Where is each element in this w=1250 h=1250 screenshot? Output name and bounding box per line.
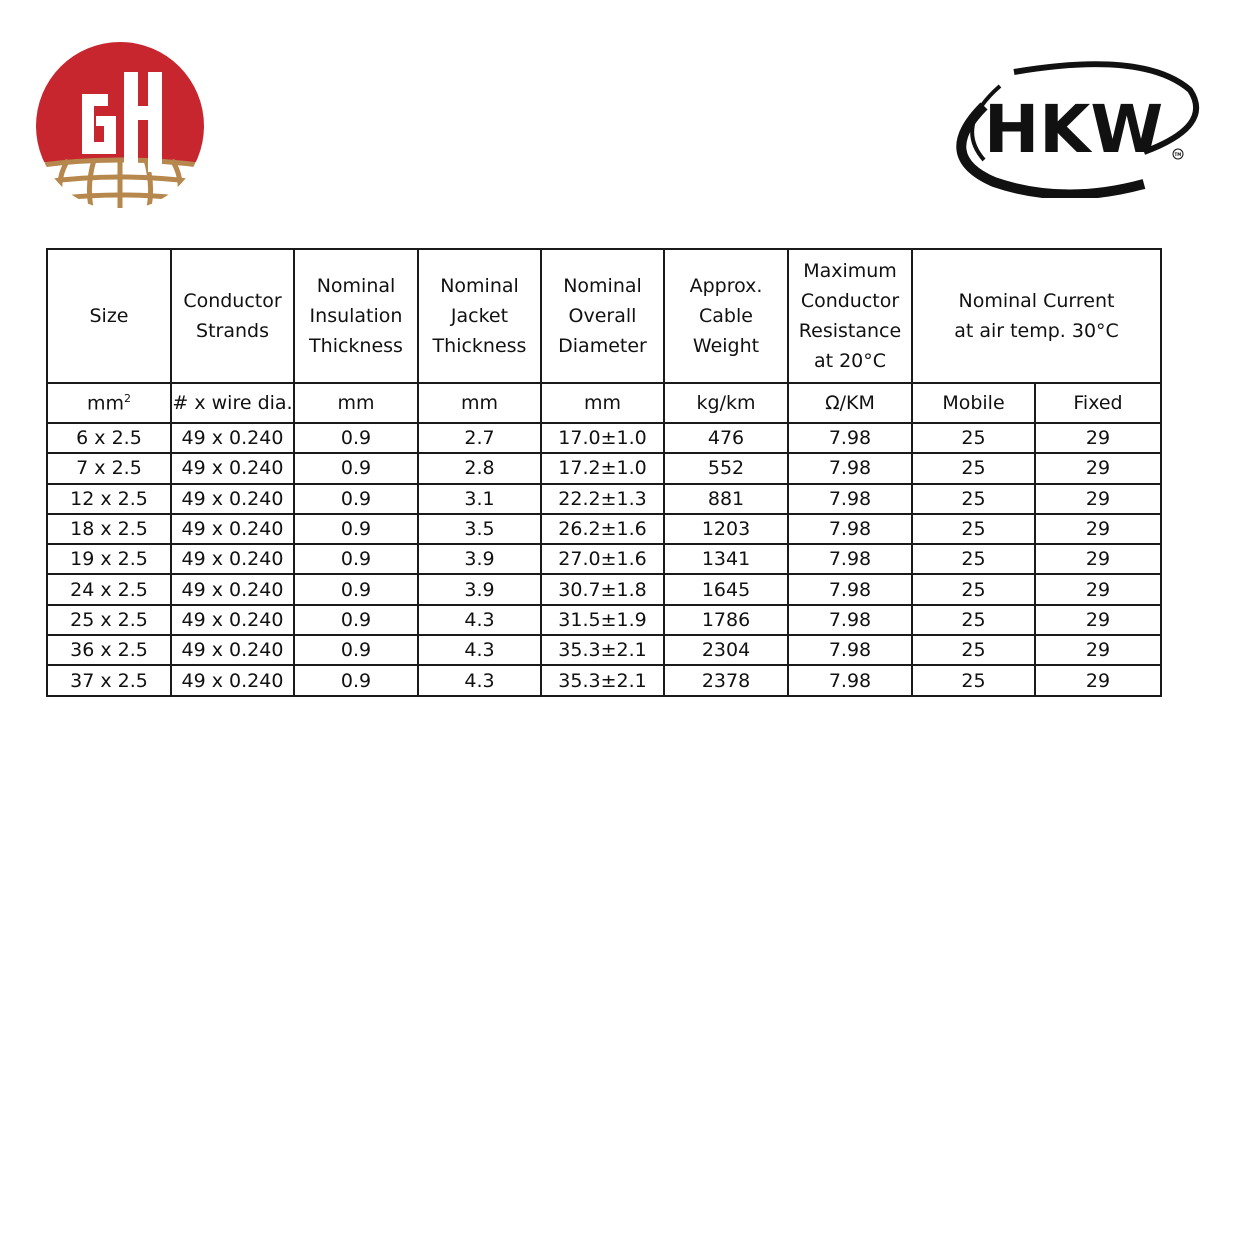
- cell-mobile: 25: [912, 453, 1035, 483]
- cell-insulation: 0.9: [294, 544, 418, 574]
- units-row: [47, 383, 1161, 423]
- cell-mobile: 25: [912, 514, 1035, 544]
- cell-size: 25 x 2.5: [47, 605, 171, 635]
- cell-resistance: 7.98: [788, 544, 912, 574]
- cell-strands: 49 x 0.240: [171, 574, 294, 604]
- unit-fixed: Fixed: [1035, 383, 1161, 423]
- cell-insulation: 0.9: [294, 484, 418, 514]
- cell-resistance: 7.98: [788, 514, 912, 544]
- cell-diameter: 35.3±2.1: [541, 635, 664, 665]
- cell-fixed: 29: [1035, 605, 1161, 635]
- cell-size: 6 x 2.5: [47, 423, 171, 453]
- header-conductor-strands: Conductor Strands: [171, 249, 294, 383]
- cell-size: 18 x 2.5: [47, 514, 171, 544]
- cell-jacket: 2.7: [418, 423, 541, 453]
- cell-strands: 49 x 0.240: [171, 423, 294, 453]
- cell-resistance: 7.98: [788, 574, 912, 604]
- cell-insulation: 0.9: [294, 574, 418, 604]
- cell-jacket: 4.3: [418, 665, 541, 695]
- cell-strands: 49 x 0.240: [171, 665, 294, 695]
- cell-weight: 552: [664, 453, 788, 483]
- header-jacket-thickness: Nominal Jacket Thickness: [418, 249, 541, 383]
- cell-diameter: 17.2±1.0: [541, 453, 664, 483]
- cell-fixed: 29: [1035, 635, 1161, 665]
- cell-weight: 881: [664, 484, 788, 514]
- cell-resistance: 7.98: [788, 423, 912, 453]
- unit-mobile: Mobile: [912, 383, 1035, 423]
- cell-diameter: 30.7±1.8: [541, 574, 664, 604]
- header-row: [47, 249, 1161, 383]
- gh-logo-icon: [34, 42, 206, 208]
- cell-mobile: 25: [912, 423, 1035, 453]
- cell-fixed: 29: [1035, 544, 1161, 574]
- unit-jacket: mm: [418, 383, 541, 423]
- cell-resistance: 7.98: [788, 635, 912, 665]
- table-row: [47, 635, 1161, 665]
- cell-jacket: 2.8: [418, 453, 541, 483]
- cell-fixed: 29: [1035, 453, 1161, 483]
- table-row: [47, 423, 1161, 453]
- cell-diameter: 35.3±2.1: [541, 665, 664, 695]
- cell-fixed: 29: [1035, 574, 1161, 604]
- header-cable-weight: Approx. Cable Weight: [664, 249, 788, 383]
- cell-strands: 49 x 0.240: [171, 635, 294, 665]
- cell-size: 37 x 2.5: [47, 665, 171, 695]
- cell-weight: 2304: [664, 635, 788, 665]
- header-size: Size: [47, 249, 171, 383]
- cell-jacket: 4.3: [418, 605, 541, 635]
- cell-strands: 49 x 0.240: [171, 453, 294, 483]
- unit-overall: mm: [541, 383, 664, 423]
- header-insulation-thickness: Nominal Insulation Thickness: [294, 249, 418, 383]
- cell-mobile: 25: [912, 635, 1035, 665]
- unit-resistance: Ω/KM: [788, 383, 912, 423]
- table-row: [47, 484, 1161, 514]
- header-overall-diameter: Nominal Overall Diameter: [541, 249, 664, 383]
- cell-insulation: 0.9: [294, 605, 418, 635]
- cell-mobile: 25: [912, 544, 1035, 574]
- cell-size: 7 x 2.5: [47, 453, 171, 483]
- cable-spec-table: [46, 248, 1162, 697]
- cell-fixed: 29: [1035, 423, 1161, 453]
- cell-resistance: 7.98: [788, 484, 912, 514]
- cell-strands: 49 x 0.240: [171, 484, 294, 514]
- cell-jacket: 3.9: [418, 544, 541, 574]
- cell-weight: 476: [664, 423, 788, 453]
- cell-size: 19 x 2.5: [47, 544, 171, 574]
- header-nominal-current: Nominal Current at air temp. 30°C: [912, 249, 1161, 383]
- cell-weight: 2378: [664, 665, 788, 695]
- cell-mobile: 25: [912, 484, 1035, 514]
- cell-insulation: 0.9: [294, 423, 418, 453]
- cell-resistance: 7.98: [788, 605, 912, 635]
- table-row: [47, 574, 1161, 604]
- cell-jacket: 3.9: [418, 574, 541, 604]
- cell-size: 12 x 2.5: [47, 484, 171, 514]
- cell-fixed: 29: [1035, 665, 1161, 695]
- cell-jacket: 4.3: [418, 635, 541, 665]
- cell-jacket: 3.5: [418, 514, 541, 544]
- unit-weight: kg/km: [664, 383, 788, 423]
- cell-weight: 1203: [664, 514, 788, 544]
- cell-weight: 1341: [664, 544, 788, 574]
- cell-fixed: 29: [1035, 484, 1161, 514]
- unit-conductor: # x wire dia.: [171, 383, 294, 423]
- gh-logo: [34, 42, 206, 208]
- gh-red-field: [34, 42, 206, 162]
- cell-jacket: 3.1: [418, 484, 541, 514]
- table-row: [47, 605, 1161, 635]
- cell-diameter: 31.5±1.9: [541, 605, 664, 635]
- trademark-mark: TM: [1174, 152, 1182, 157]
- table-row: [47, 514, 1161, 544]
- cell-strands: 49 x 0.240: [171, 605, 294, 635]
- cell-size: 24 x 2.5: [47, 574, 171, 604]
- cell-resistance: 7.98: [788, 665, 912, 695]
- cell-diameter: 26.2±1.6: [541, 514, 664, 544]
- cell-mobile: 25: [912, 605, 1035, 635]
- cell-insulation: 0.9: [294, 665, 418, 695]
- cell-insulation: 0.9: [294, 514, 418, 544]
- cell-size: 36 x 2.5: [47, 635, 171, 665]
- cell-insulation: 0.9: [294, 635, 418, 665]
- cell-mobile: 25: [912, 574, 1035, 604]
- hkw-logo: [944, 56, 1206, 198]
- cell-diameter: 22.2±1.3: [541, 484, 664, 514]
- unit-insulation: mm: [294, 383, 418, 423]
- cell-mobile: 25: [912, 665, 1035, 695]
- cell-resistance: 7.98: [788, 453, 912, 483]
- header-conductor-resistance: Maximum Conductor Resistance at 20°C: [788, 249, 912, 383]
- hkw-wordmark: HKW: [984, 91, 1164, 168]
- cell-strands: 49 x 0.240: [171, 514, 294, 544]
- table-row: [47, 544, 1161, 574]
- cell-fixed: 29: [1035, 514, 1161, 544]
- cell-diameter: 17.0±1.0: [541, 423, 664, 453]
- unit-size: $mm^2$: [47, 383, 171, 423]
- cell-diameter: 27.0±1.6: [541, 544, 664, 574]
- hkw-logo-icon: [944, 56, 1206, 198]
- cell-strands: 49 x 0.240: [171, 544, 294, 574]
- cell-insulation: 0.9: [294, 453, 418, 483]
- cell-weight: 1645: [664, 574, 788, 604]
- table-row: [47, 453, 1161, 483]
- cell-weight: 1786: [664, 605, 788, 635]
- table-row: [47, 665, 1161, 695]
